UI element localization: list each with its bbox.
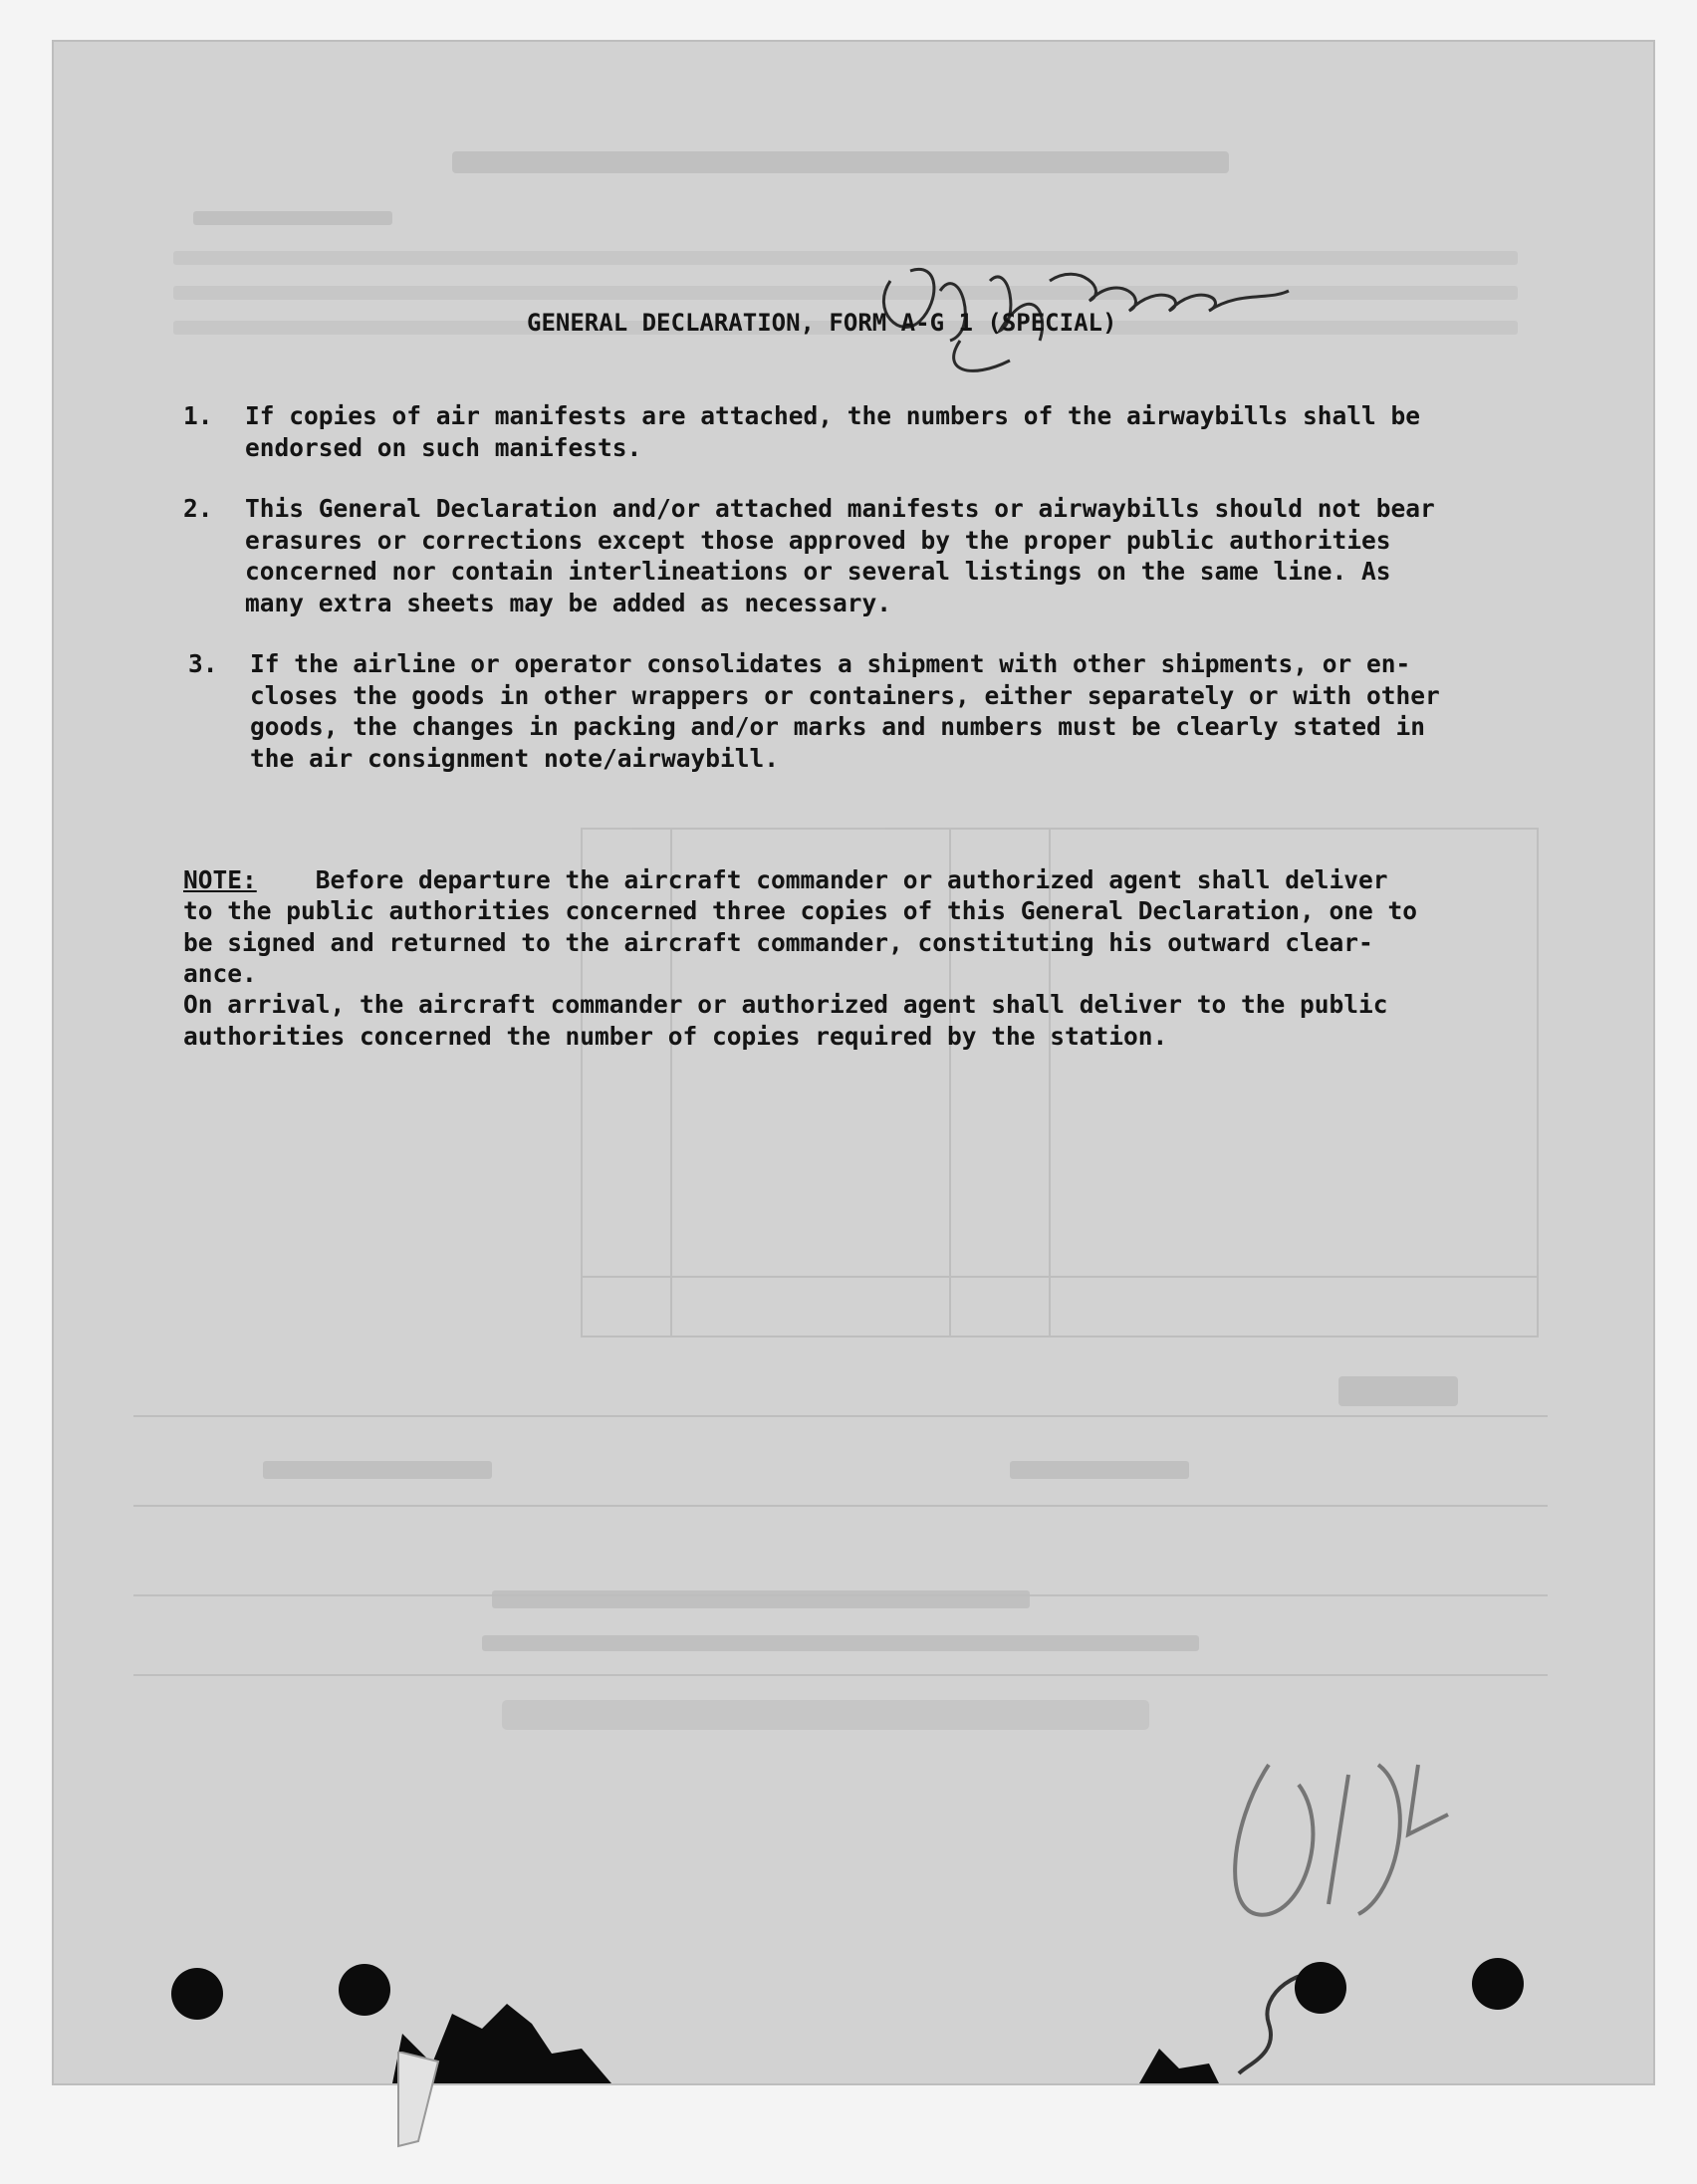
note-paragraph [183, 833, 1573, 990]
torn-edge [54, 1994, 1653, 2083]
list-item-text: If copies of air manifests are attached, the numbers of the airwaybills shall be endorsed on such manifests. [245, 401, 1421, 462]
list-item-text: If the airline or operator consolidates a shipment with other shipments, or en- closes the goods in other wrappers or containers, either separately or with other goods, the changes in packing and/or marks and numbers must be clearly stated in the air consignment note/airwaybill. [250, 649, 1440, 773]
torn-fragment [378, 2052, 458, 2151]
document-title: GENERAL DECLARATION, FORM A-G 1 (SPECIAL) [527, 309, 1117, 337]
list-item-number: 3. [188, 649, 218, 678]
list-item-number: 2. [183, 494, 213, 523]
list-item-text: This General Declaration and/or attached manifests or airwaybills should not bear erasures or corrections except those approved by the proper public authorities concerned nor contain interlineations or several listings on the same line. As many extra sheets may be added as necessary. [245, 494, 1435, 617]
arrival-paragraph: On arrival, the aircraft commander or authorized agent shall deliver to the public authorities concerned the number of copies required by the station. [183, 990, 1388, 1051]
note-label: NOTE: [183, 864, 257, 894]
document-page [54, 42, 1653, 2083]
handwritten-mark-right [1209, 1725, 1468, 1954]
list-item-number: 1. [183, 401, 213, 430]
note-text: Before departure the aircraft commander or authorized agent shall deliver to the public authorities concerned three copies of this General Declaration, one to be signed and returned to the aircraft commander, constituting his outward clear- ance. [183, 864, 1418, 988]
handwritten-annotation-top [850, 221, 1309, 390]
